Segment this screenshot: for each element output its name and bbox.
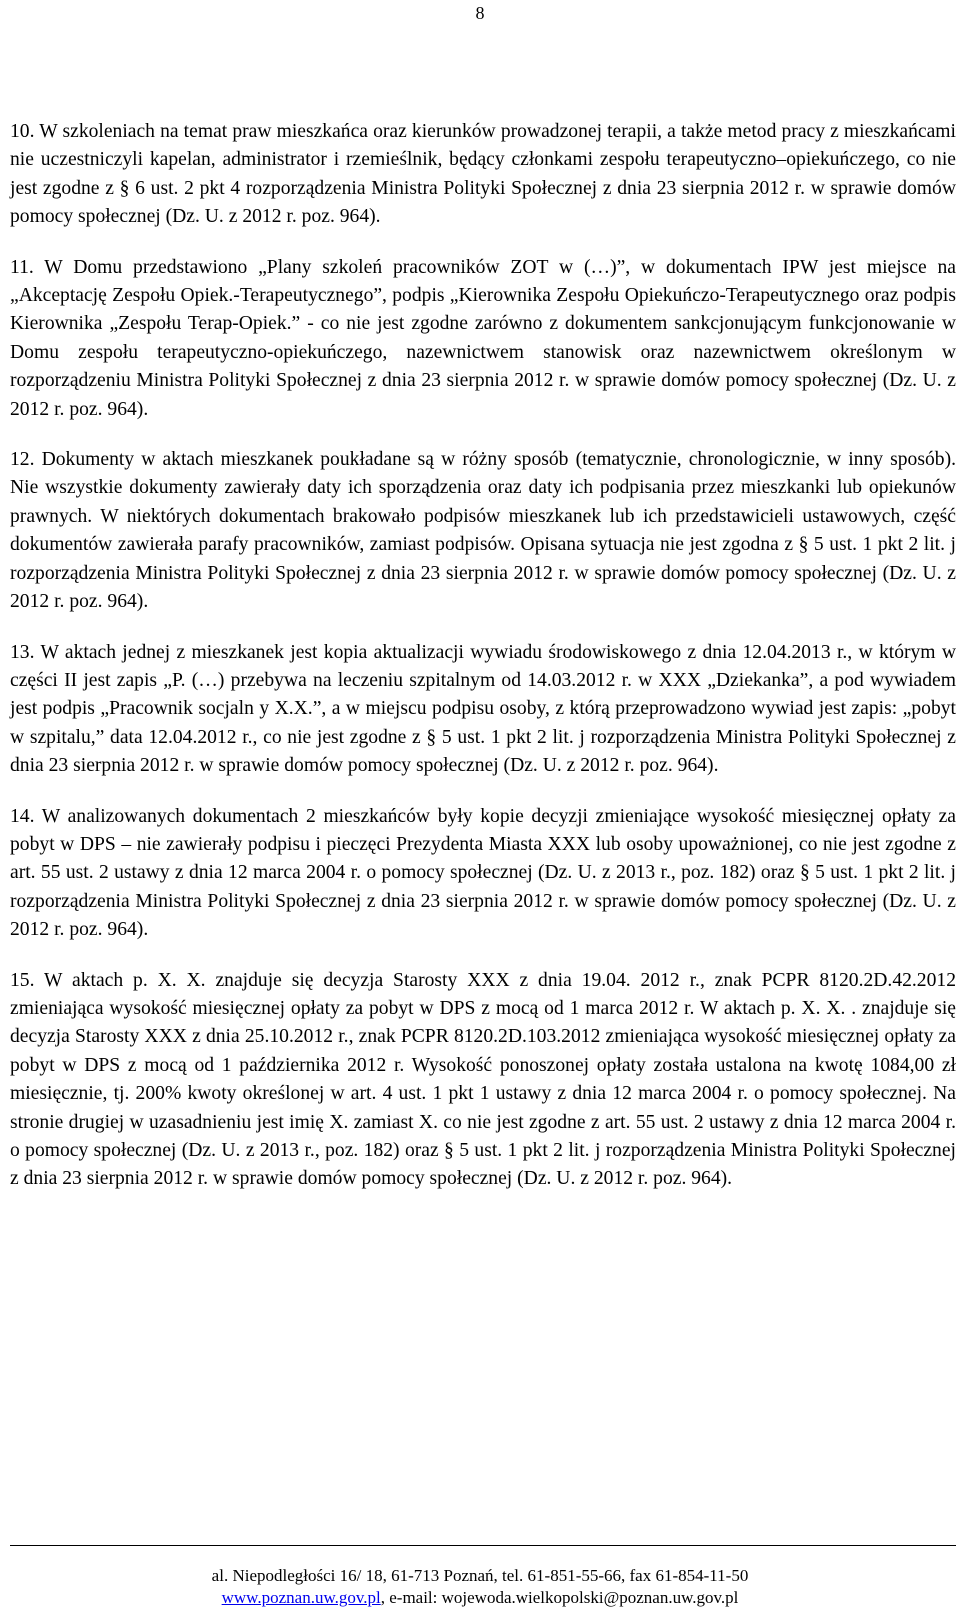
paragraph-13: 13. W aktach jednej z mieszkanek jest kopia aktualizacji wywiadu środowiskowego z dnia 12.04.2013 r., w którym w części II jest zapis „P. (…) przebywa na leczeniu szpitalnym od 14.03.2012 r. w XXX „Dziekanka”, a pod wywiadem jest podpis „Pracownik socjaln y X.X.”, a w miejscu podpisu osoby, z którą przeprowadzono wywiad jest zapis: „pobyt w szpitalu,” data 12.04.2012 r., co nie jest zgodne z § 5 ust. 1 pkt 2 lit. j rozporządzenia Ministra Polityki Społecznej z dnia 23 sierpnia 2012 r. w sprawie domów pomocy społecznej (Dz. U. z 2012 r. poz. 964). [10, 641, 956, 777]
paragraph-12: 12. Dokumenty w aktach mieszkanek poukładane są w różny sposób (tematycznie, chronologicznie, w inny sposób). Nie wszystkie dokumenty zawierały daty ich sporządzenia oraz daty ich podpisania przez mieszkanki lub opiekunów prawnych. W niektórych dokumentach brakowało podpisów mieszkanek lub ich przedstawicieli ustawowych, część dokumentów zawierała parafy pracowników, zamiast podpisów. Opisana sytuacja nie jest zgodna z § 5 ust. 1 pkt 2 lit. j rozporządzenia Ministra Polityki Społecznej z dnia 23 sierpnia 2012 r. w sprawie domów pomocy społecznej (Dz. U. z 2012 r. poz. 964). [10, 449, 956, 613]
document-body [10, 118, 956, 1216]
page-footer [0, 1565, 960, 1609]
website-link[interactable]: www.poznan.uw.gov.pl [221, 1588, 381, 1607]
paragraph-10: 10. W szkoleniach na temat praw mieszkańca oraz kierunków prowadzonej terapii, a także metod pracy z mieszkańcami nie uczestniczyli kapelan, administrator i rzemieślnik, będący członkami zespołu terapeutyczno–opiekuńczego, co nie jest zgodne z § 6 ust. 2 pkt 4 rozporządzenia Ministra Polityki Społecznej z dnia 23 sierpnia 2012 r. w sprawie domów pomocy społecznej (Dz. U. z 2012 r. poz. 964). [10, 121, 956, 228]
paragraph-14: 14. W analizowanych dokumentach 2 mieszkańców były kopie decyzji zmieniające wysokość miesięcznej opłaty za pobyt w DPS – nie zawierały podpisu i pieczęci Prezydenta Miasta XXX lub osoby upoważnionej, co nie jest zgodne z art. 55 ust. 2 ustawy z dnia 12 marca 2004 r. o pomocy społecznej (Dz. U. z 2013 r., poz. 182) oraz § 5 ust. 1 pkt 2 lit. j rozporządzenia Ministra Polityki Społecznej z dnia 23 sierpnia 2012 r. w sprawie domów pomocy społecznej (Dz. U. z 2012 r. poz. 964). [10, 805, 956, 941]
paragraph-11: 11. W Domu przedstawiono „Plany szkoleń pracowników ZOT w (…)”, w dokumentach IPW jest miejsce na „Akceptację Zespołu Opiek.-Terapeutycznego”, podpis „Kierownika Zespołu Opiekuńczo-Terapeutycznego oraz podpis Kierownika „Zespołu Terap-Opiek.” - co nie jest zgodne zarówno z dokumentem sankcjonującym funkcjonowanie w Domu zespołu terapeutyczno-opiekuńczego, nazewnictwem stanowisk oraz nazewnictwem określonym w rozporządzeniu Ministra Polityki Społecznej z dnia 23 sierpnia 2012 r. w sprawie domów pomocy społecznej (Dz. U. z 2012 r. poz. 964). [10, 256, 956, 420]
footer-contact [0, 1587, 960, 1609]
page-number: 8 [475, 3, 485, 23]
paragraph-15: 15. W aktach p. X. X. znajduje się decyzja Starosty XXX z dnia 19.04. 2012 r., znak PCPR 8120.2D.42.2012 zmieniająca wysokość miesięcznej opłaty za pobyt w DPS z mocą od 1 marca 2012 r. W aktach p. X. X. . znajduje się decyzja Starosty XXX z dnia 25.10.2012 r., znak PCPR 8120.2D.103.2012 zmieniająca wysokość miesięcznej opłaty za pobyt w DPS z mocą od 1 października 2012 r. Wysokość ponoszonej opłaty została ustalona na kwotę 1084,00 zł miesięcznie, tj. 200% kwoty określonej w art. 4 ust. 1 pkt 1 ustawy z dnia 12 marca 2004 r. o pomocy społecznej. Na stronie drugiej w uzasadnieniu jest imię X. zamiast X. co nie jest zgodne z art. 55 ust. 2 ustawy z dnia 12 marca 2004 r. o pomocy społecznej (Dz. U. z 2013 r., poz. 182) oraz § 5 ust. 1 pkt 2 lit. j rozporządzenia Ministra Polityki Społecznej z dnia 23 sierpnia 2012 r. w sprawie domów pomocy społecznej (Dz. U. z 2012 r. poz. 964). [10, 969, 956, 1190]
footer-divider [10, 1545, 956, 1546]
footer-email: , e-mail: wojewoda.wielkopolski@poznan.uw.gov.pl [380, 1588, 739, 1607]
footer-address: al. Niepodległości 16/ 18, 61-713 Poznań, tel. 61-851-55-66, fax 61-854-11-50 [211, 1566, 749, 1585]
